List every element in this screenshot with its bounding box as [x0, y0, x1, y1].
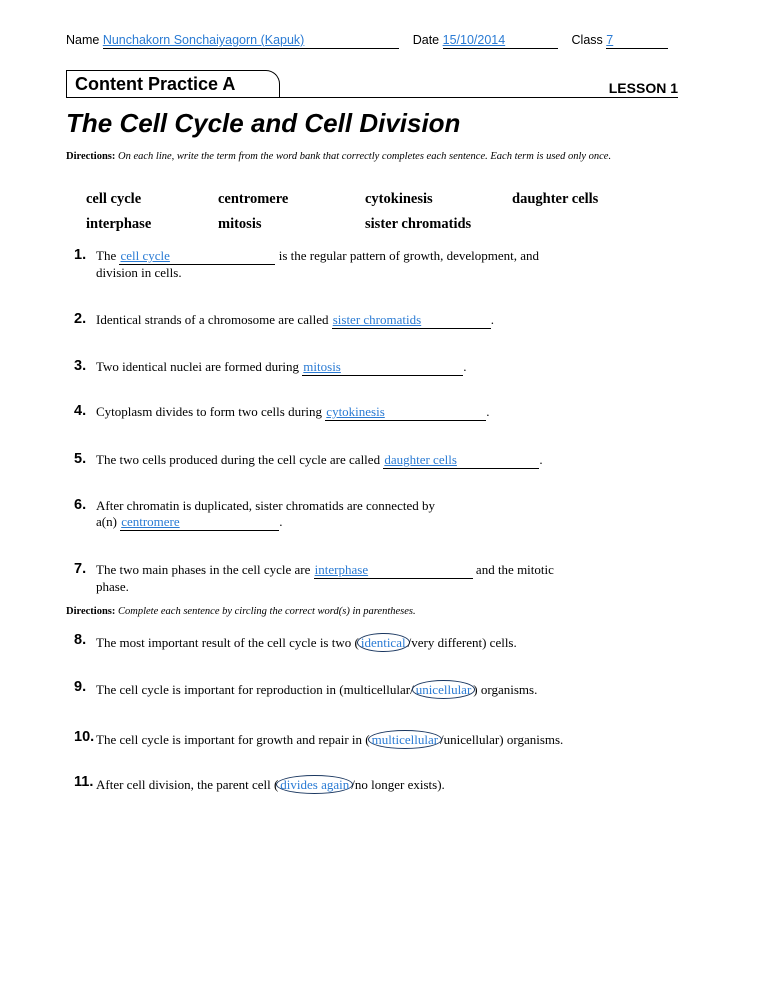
word-bank-term: sister chromatids — [365, 216, 472, 232]
word-bank-term: daughter cells — [512, 191, 599, 207]
page-title: The Cell Cycle and Cell Division — [66, 108, 461, 138]
directions-text: On each line, write the term from the word bank that correctly completes each sentence. Each term is used only once. — [118, 151, 612, 162]
directions-text: Complete each sentence by circling the correct word(s) in parentheses. — [118, 606, 416, 617]
circled-option[interactable]: unicellular — [412, 680, 476, 699]
name-value: Nunchakorn Sonchaiyagorn (Kapuk) — [102, 33, 305, 47]
directions-label: Directions: — [66, 151, 116, 162]
question-number: 4. — [74, 403, 87, 419]
question-number: 11. — [74, 774, 94, 790]
name-field[interactable] — [103, 32, 399, 49]
word-bank-term: interphase — [86, 216, 152, 232]
answer-blank[interactable] — [120, 514, 279, 531]
option[interactable]: very different — [411, 635, 483, 650]
answer-blank[interactable] — [325, 404, 486, 421]
date-field[interactable] — [443, 32, 558, 49]
lesson-label: LESSON 1 — [608, 80, 678, 96]
answer-blank[interactable] — [332, 312, 491, 329]
word-bank-term: cytokinesis — [365, 191, 433, 207]
answer-text: interphase — [314, 562, 369, 577]
answer-text: cytokinesis — [326, 404, 385, 419]
option[interactable]: no longer exists — [354, 777, 438, 792]
class-label: Class — [571, 33, 603, 47]
directions-circle — [66, 605, 626, 619]
answer-text: sister chromatids — [332, 312, 422, 327]
word-bank-term: cell cycle — [86, 191, 142, 207]
name-label: Name — [66, 33, 100, 47]
directions-fill-in — [66, 150, 626, 164]
answer-text: centromere — [121, 514, 180, 529]
directions-label: Directions: — [66, 606, 116, 617]
date-value: 15/10/2014 — [442, 33, 506, 47]
question-number: 8. — [74, 632, 87, 648]
banner-rule — [66, 97, 678, 98]
question-number: 6. — [74, 497, 87, 513]
circled-option[interactable]: divides again — [276, 775, 353, 794]
answer-blank[interactable] — [302, 359, 463, 376]
answer-text: daughter cells — [384, 452, 457, 467]
option[interactable]: unicellular — [443, 732, 500, 747]
date-label: Date — [412, 33, 440, 47]
circled-option[interactable]: identical — [357, 633, 410, 652]
word-bank-term: mitosis — [218, 216, 262, 232]
answer-text: mitosis — [303, 359, 341, 374]
answer-text: cell cycle — [120, 248, 170, 263]
worksheet-header — [66, 32, 668, 49]
answer-blank[interactable] — [383, 452, 539, 469]
question-number: 5. — [74, 451, 87, 467]
question-number: 9. — [74, 679, 87, 695]
content-practice-tab — [66, 70, 280, 98]
question-number: 1. — [74, 247, 87, 263]
question-number: 10. — [74, 729, 95, 745]
class-field[interactable] — [606, 32, 668, 49]
question-number: 3. — [74, 358, 87, 374]
circled-option[interactable]: multicellular — [368, 730, 442, 749]
word-bank-term: centromere — [218, 191, 289, 207]
class-value: 7 — [606, 33, 614, 47]
option[interactable]: multicellular — [343, 682, 411, 697]
content-practice-title: Content Practice A — [75, 74, 236, 94]
answer-blank[interactable] — [119, 248, 275, 265]
question-number: 2. — [74, 311, 87, 327]
answer-blank[interactable] — [314, 562, 473, 579]
question-number: 7. — [74, 561, 87, 577]
